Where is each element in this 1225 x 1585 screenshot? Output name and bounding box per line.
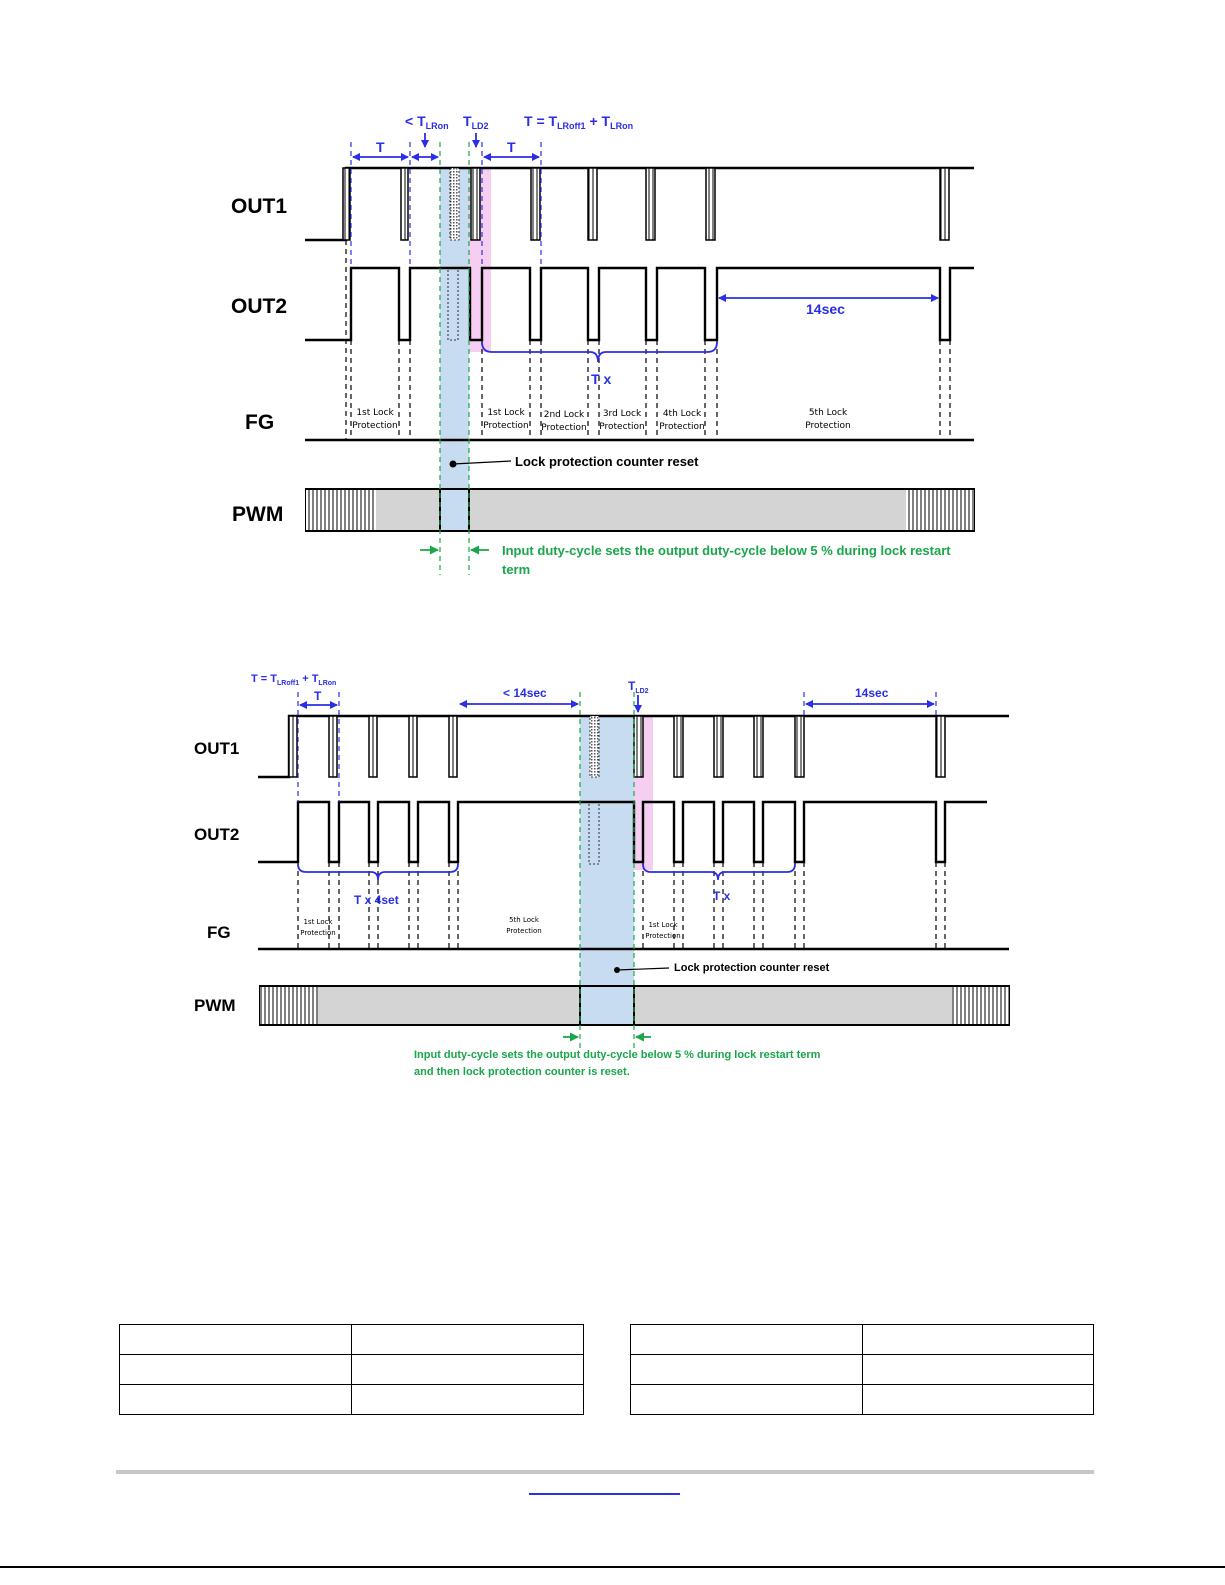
t-label-2: T [314,689,322,703]
callout-text-2: Lock protection counter reset [674,962,830,974]
note-line-2: term [502,562,531,577]
lt14-label: < 14sec [503,686,547,700]
pwm-label-2: PWM [194,996,236,1015]
note-line-1: Input duty-cycle sets the output duty-cycle below 5 % during lock restart [502,543,951,558]
top-annotations [353,113,633,157]
fg-label-5: 4th Lock Protection [659,409,705,432]
duration-label: 14sec [806,301,845,317]
note2-line-1: Input duty-cycle sets the output duty-cycle below 5 % during lock restart term [414,1049,821,1061]
t-label-right: T [507,139,516,155]
table-cell [120,1325,352,1355]
fg-label-1: 1st Lock Protection [352,408,398,431]
fg-label-4: 3rd Lock Protection [599,409,645,432]
footer-link[interactable] [529,1493,680,1495]
out1-label: OUT1 [231,195,288,218]
callout-text: Lock protection counter reset [515,454,699,469]
fg-label-3: 2nd Lock Protection [541,410,587,433]
table-cell [352,1385,584,1415]
out2-waveform [305,268,974,340]
duration-label-2: 14sec [855,686,889,700]
tx-label-2: T x [713,889,731,903]
out2-label: OUT2 [231,295,288,318]
fg-label-2: 1st Lock Protection [483,408,529,431]
fg-lock-labels [352,408,851,433]
tx-4set-label: T x 4set [354,893,399,907]
out1-pulses [343,168,949,240]
t-formula: $T = T_{LRoff1} + T_{LRon}$ [524,113,634,131]
out1-label-2: OUT1 [194,739,240,758]
t-formula-2: $T = T_{LRoff1} + T_{LRon}$ [251,673,337,687]
table-cell [862,1325,1094,1355]
top-annotations-2 [251,673,934,712]
lock-restart-region-2 [580,716,634,1026]
table-cell [120,1385,352,1415]
table-cell [352,1355,584,1385]
fg-label-6: 5th Lock Protection [805,408,851,431]
pwm-signal [306,489,974,531]
table-cell [862,1385,1094,1415]
diagram-2 [194,673,1009,1078]
fg2-label-3: 1st Lock Protection [645,921,681,940]
fg-label: FG [245,411,275,434]
pwm-label: PWM [232,503,284,526]
out2-label-2: OUT2 [194,825,240,844]
fg2-label-1: 1st Lock Protection [300,918,336,937]
table-cell [862,1355,1094,1385]
tld2-label-2: $T_{LD2}$ [628,679,649,695]
table-cell [631,1355,863,1385]
table-left [119,1324,584,1415]
footer-divider [116,1470,1094,1474]
table-cell [120,1355,352,1385]
diagram-1 [231,113,974,577]
table-cell [631,1385,863,1415]
t-label-left: T [376,139,385,155]
fg2-label-2: 5th Lock Protection [506,916,542,935]
tx-label: T x [591,371,612,387]
table-cell [352,1325,584,1355]
table-right [630,1324,1094,1415]
tld2-label: $T_{LD2}$ [463,113,489,131]
fg-label-2: FG [207,923,231,942]
table-cell [631,1325,863,1355]
tx-brace-2 [643,864,795,880]
page-bottom-edge [0,1566,1225,1568]
note2-line-2: and then lock protection counter is reset. [414,1066,630,1078]
lron-label: < $T_{LRon}$ [405,113,449,131]
